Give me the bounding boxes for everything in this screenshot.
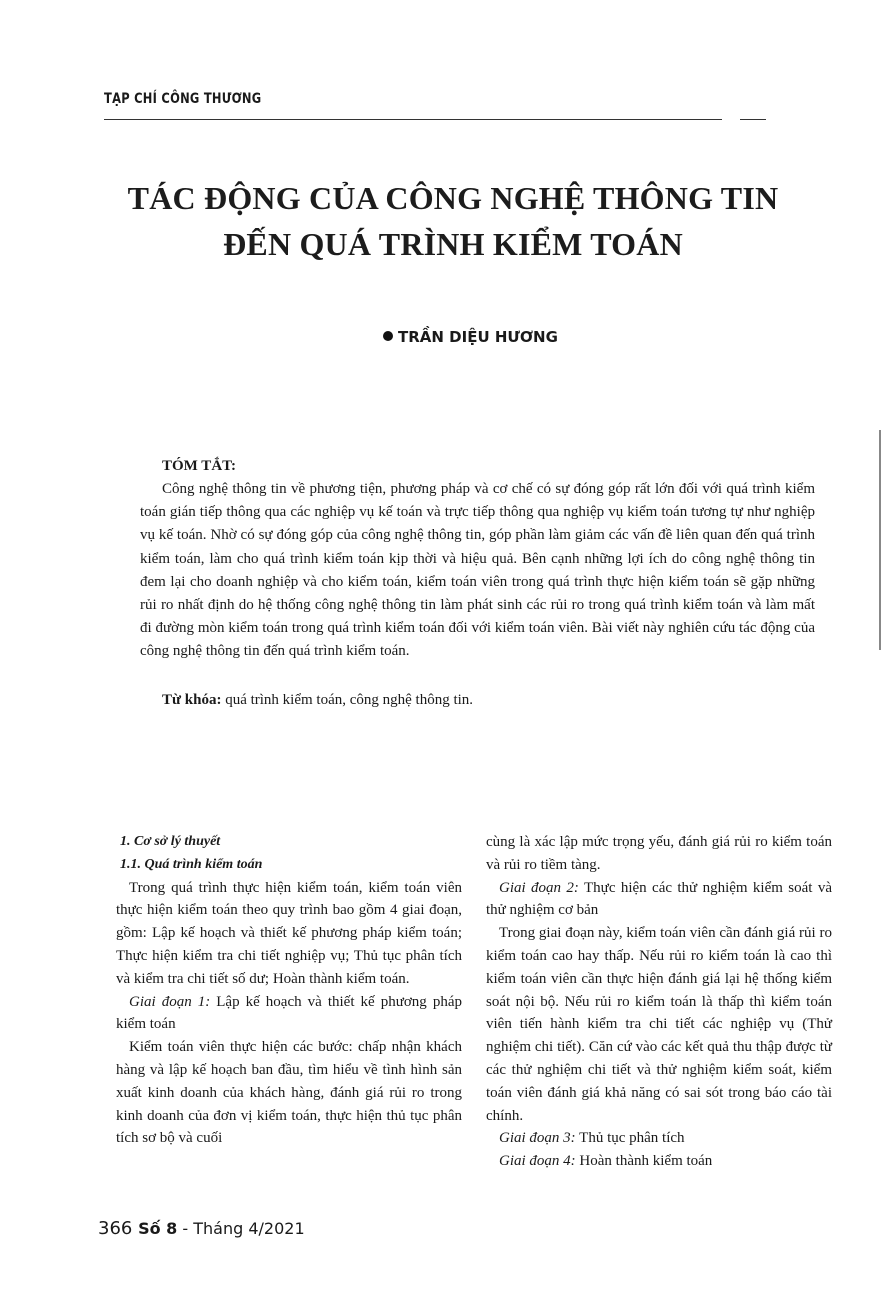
article-title-line-1: TÁC ĐỘNG CỦA CÔNG NGHỆ THÔNG TIN: [127, 180, 779, 216]
keywords-label: Từ khóa:: [162, 692, 222, 708]
keywords-text: quá trình kiểm toán, công nghệ thông tin.: [221, 692, 474, 708]
author: [383, 328, 558, 346]
article-title-line-2: ĐẾN QUÁ TRÌNH KIỂM TOÁN: [223, 226, 683, 262]
abstract-text: Công nghệ thông tin về phương tiện, phương pháp và cơ chế có sự đóng góp rất lớn đối với quá trình kiểm toán gián tiếp thông qua các nghiệp vụ kế toán và trực tiếp thông qua nghiệp vụ kiểm toán tương tự như nghiệp vụ kế toán. Nhờ có sự đóng góp của công nghệ thông tin, góp phần làm giảm các vấn đề liên quan đến quá trình kiểm toán, làm cho quá trình kiểm toán kịp thời và hiệu quả. Bên cạnh những lợi ích do công nghệ thông tin đem lại cho doanh nghiệp và cho kiểm toán, kiểm toán viên trong quá trình thực hiện kiểm toán sẽ gặp những rủi ro nhất định do hệ thống công nghệ thông tin làm phát sinh các rủi ro trong quá trình kiểm toán và làm mất đi đường mòn kiểm toán trong quá trình kiểm toán đối với kiểm toán viên. Bài viết này nghiên cứu tác động của công nghệ thông tin đến quá trình kiểm toán.: [140, 481, 815, 660]
page-number: 366: [98, 1218, 133, 1239]
journal-name: TẠP CHÍ CÔNG THƯƠNG: [104, 91, 262, 107]
author-name: TRẦN DIỆU HƯƠNG: [398, 328, 558, 346]
paragraph: Trong giai đoạn này, kiểm toán viên cần đánh giá rủi ro kiểm toán cao hay thấp. Nếu rủi ro kiểm toán là cao thì kiểm toán viên cần thực hiện đánh giá lại hệ thống kiểm soát nội bộ. Nếu rủi ro kiểm toán là thấp thì kiểm toán viên tiến hành kiểm tra chi tiết các nghiệp vụ (Thử nghiệm chi tiết). Căn cứ vào các kết quả thu thập được từ các thử nghiệm chi tiết và thử nghiệm kiểm soát, kiểm toán viên đánh giá khả năng có sai sót trong báo cáo tài chính.: [486, 925, 832, 1124]
paragraph: Trong quá trình thực hiện kiểm toán, kiểm toán viên thực hiện kiểm toán theo quy trình bao gồm 4 giai đoạn, gồm: Lập kế hoạch và thiết kế phương pháp kiểm toán; Thực hiện kiểm tra chi tiết nghiệp vụ; Thủ tục phân tích và kiểm tra chi tiết số dư; Hoàn thành kiểm toán.: [116, 879, 462, 987]
stage-1: Giai đoạn 1: Lập kế hoạch và thiết kế phương pháp kiểm toán: [116, 993, 462, 1033]
scan-edge-line: [879, 430, 881, 650]
paragraph-continued: cùng là xác lập mức trọng yếu, đánh giá rủi ro kiểm toán và rủi ro tiềm tàng.: [486, 834, 832, 873]
abstract-heading: TÓM TẮT:: [162, 458, 237, 474]
header-rule: [104, 119, 722, 120]
section-heading: 1. Cơ sở lý thuyết: [120, 834, 221, 849]
issue-number: Số 8: [138, 1219, 178, 1238]
bullet-icon: [383, 331, 393, 341]
column-left: [116, 831, 462, 1150]
header-rule-end: [740, 119, 766, 120]
page-footer: [98, 1218, 305, 1239]
stage-4: Giai đoạn 4: Hoàn thành kiểm toán: [499, 1153, 713, 1170]
issue-date: - Tháng 4/2021: [177, 1219, 305, 1238]
column-right: [486, 831, 832, 1173]
paragraph: Kiểm toán viên thực hiện các bước: chấp nhận khách hàng và lập kế hoạch ban đầu, tìm hiểu về tình hình sản xuất kinh doanh của khách hàng, đánh giá rủi ro trong kinh doanh của đơn vị kiểm toán, thực hiện thủ tục phân tích sơ bộ và cuối: [116, 1039, 462, 1147]
subsection-heading: 1.1. Quá trình kiểm toán: [120, 856, 263, 872]
keywords: [162, 692, 473, 709]
stage-2: Giai đoạn 2: Thực hiện các thử nghiệm kiểm soát và thử nghiệm cơ bản: [486, 879, 832, 919]
stage-3: Giai đoạn 3: Thủ tục phân tích: [499, 1130, 685, 1147]
